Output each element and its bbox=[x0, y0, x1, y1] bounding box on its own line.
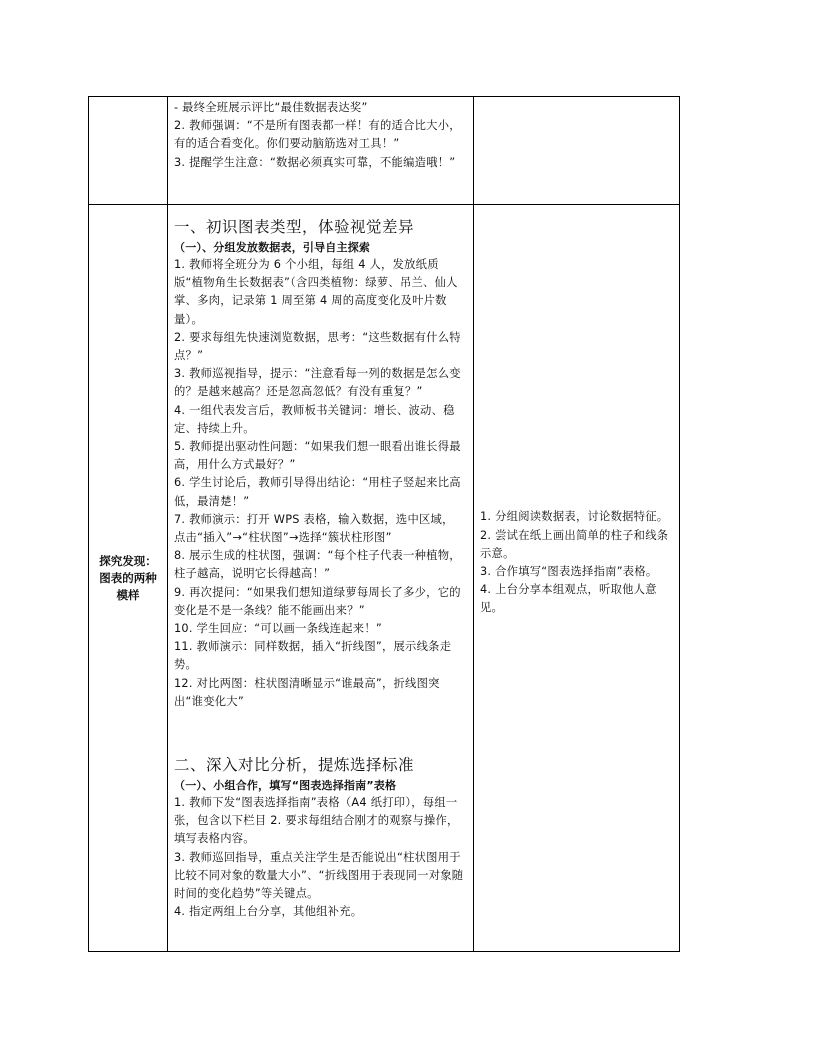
stage-cell bbox=[89, 205, 168, 951]
activity-line: 2. 要求每组先快速浏览数据，思考：“这些数据有什么特点？” bbox=[174, 330, 461, 363]
teacher-activity-cell bbox=[168, 97, 474, 204]
section-title: 二、深入对比分析，提炼选择标准 bbox=[174, 756, 415, 775]
student-line: 3. 合作填写“图表选择指南”表格。 bbox=[480, 565, 658, 578]
activity-line: 4. 指定两组上台分享，其他组补充。 bbox=[174, 905, 363, 919]
lesson-plan-table bbox=[88, 96, 680, 952]
student-activity-cell bbox=[474, 97, 679, 204]
stage-cell bbox=[89, 97, 168, 204]
activity-line: 11. 教师演示：同样数据，插入“折线图”，展示线条走势。 bbox=[174, 640, 452, 672]
activity-line: 5. 教师提出驱动性问题：“如果我们想一眼看出谁长得最高，用什么方式最好？” bbox=[174, 440, 461, 472]
section-subtitle: （一）、小组合作，填写“图表选择指南”表格 bbox=[174, 779, 397, 793]
stage-label: 探究发现：图表的两种模样 bbox=[99, 553, 157, 602]
activity-line: 12. 对比两图：柱状图清晰显示“谁最高”，折线图突出“谁变化大” bbox=[174, 676, 440, 708]
teacher-activity-cell bbox=[168, 205, 474, 951]
activity-line: 10. 学生回应：“可以画一条线连起来！” bbox=[174, 622, 382, 636]
activity-line: 2. 教师强调：“不是所有图表都一样！有的适合比大小，有的适合看变化。你们要动脑筋选对工具！” bbox=[174, 119, 461, 151]
student-line: 2. 尝试在纸上画出简单的柱子和线条示意。 bbox=[480, 528, 669, 560]
section-subtitle: （一）、分组发放数据表，引导自主探索 bbox=[174, 241, 371, 254]
student-line: 4. 上台分享本组观点，听取他人意见。 bbox=[480, 583, 657, 615]
student-line: 1. 分组阅读数据表，讨论数据特征。 bbox=[480, 510, 669, 524]
activity-line: 3. 教师巡回指导，重点关注学生是否能说出“柱状图用于比较不同对象的数量大小”、“折线图用于表现同一对象随时间的变化趋势”等关键点。 bbox=[174, 850, 464, 901]
activity-line: 1. 教师将全班分为 6 个小组，每组 4 人，发放纸质版“植物角生长数据表”（含四类植物：绿萝、吊兰、仙人掌、多肉，记录第 1 周至第 4 周的高度变化及叶片数量）。 bbox=[174, 258, 458, 326]
activity-line: - 最终全班展示评比“最佳数据表达奖” bbox=[174, 101, 368, 114]
table-row bbox=[89, 97, 679, 204]
activity-line: 3. 教师巡视指导，提示：“注意看每一列的数据是怎么变的？是越来越高？还是忽高忽低？有没有重复？” bbox=[174, 367, 461, 399]
activity-line: 7. 教师演示：打开 WPS 表格，输入数据，选中区域，点击“插入”→“柱状图”→选择“簇状柱形图” bbox=[174, 512, 454, 545]
student-activity-cell bbox=[474, 205, 679, 951]
activity-line: 3. 提醒学生注意：“数据必须真实可靠，不能编造哦！” bbox=[174, 155, 456, 169]
student-activity-list bbox=[480, 508, 673, 617]
activity-line: 9. 再次提问：“如果我们想知道绿萝每周长了多少，它的变化是不是一条线？能不能画出来？” bbox=[174, 585, 461, 617]
activity-line: 1. 教师下发“图表选择指南”表格（A4 纸打印），每组一张，包含以下栏目 2. 要求每组结合刚才的观察与操作，填写表格内容。 bbox=[174, 796, 459, 846]
activity-line: 8. 展示生成的柱状图，强调：“每个柱子代表一种植物，柱子越高，说明它长得越高！” bbox=[174, 549, 461, 581]
activity-line: 6. 学生讨论后，教师引导得出结论：“用柱子竖起来比高低，最清楚！” bbox=[174, 476, 461, 508]
table-row bbox=[89, 204, 679, 951]
section-title: 一、初识图表类型，体验视觉差异 bbox=[174, 218, 415, 236]
activity-line: 4. 一组代表发言后，教师板书关键词：增长、波动、稳定、持续上升。 bbox=[174, 403, 455, 435]
